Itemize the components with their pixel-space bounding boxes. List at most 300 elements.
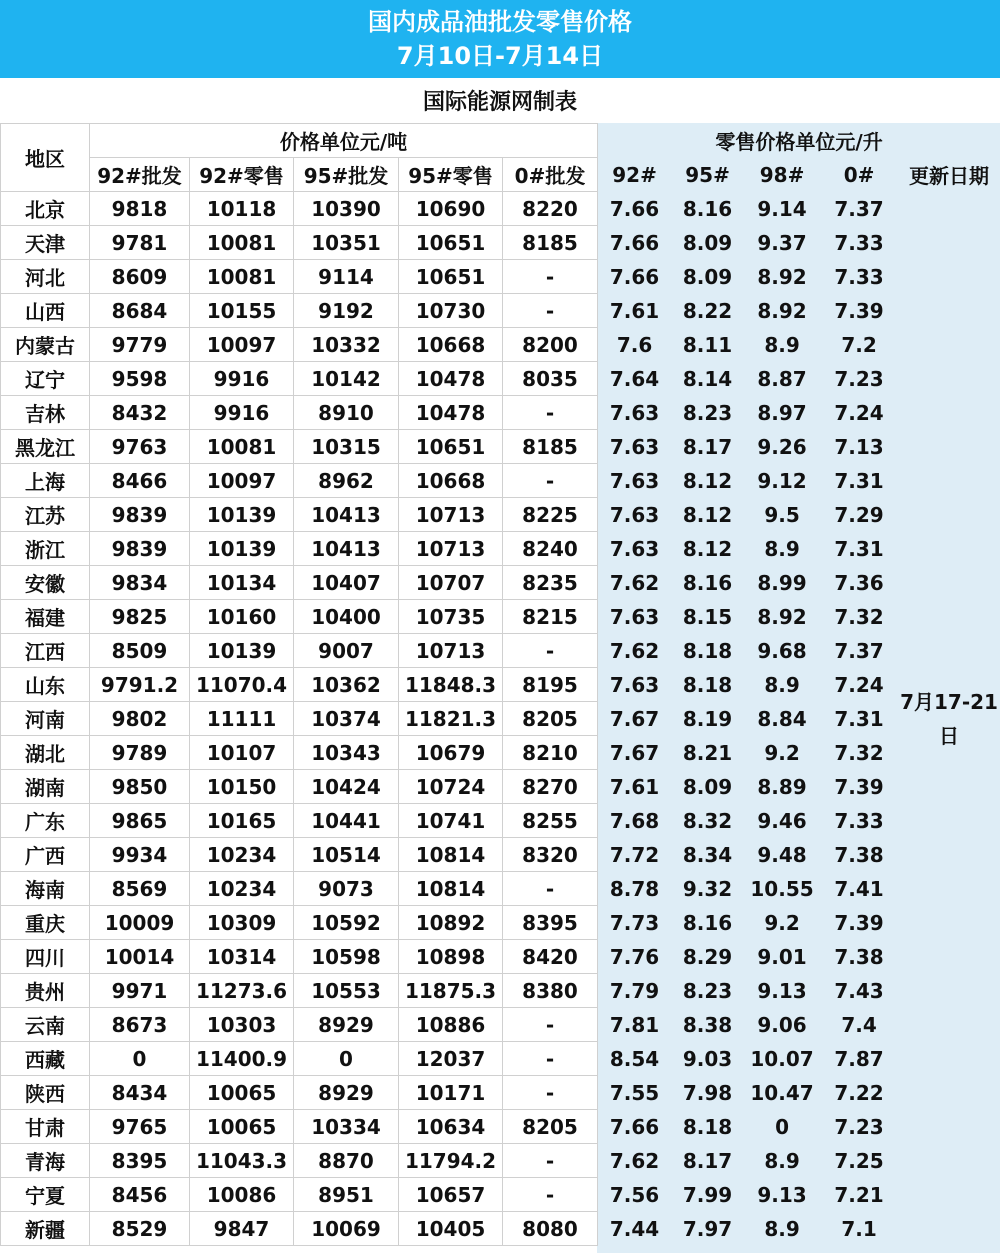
cell-region: 广西 xyxy=(1,838,90,872)
cell-98-retail: 9.68 xyxy=(744,634,821,668)
cell-0-retail: 7.37 xyxy=(821,192,898,226)
table-row xyxy=(1,1042,1000,1076)
cell-0-wholesale: 8195 xyxy=(503,668,598,702)
cell-95-wholesale: 10400 xyxy=(294,600,399,634)
table-row xyxy=(1,634,1000,668)
cell-98-retail: 9.2 xyxy=(744,906,821,940)
cell-92-retail: 7.63 xyxy=(598,430,672,464)
cell-0-retail: 7.21 xyxy=(821,1178,898,1212)
cell-0-retail: 7.29 xyxy=(821,498,898,532)
cell-98-retail: 9.26 xyxy=(744,430,821,464)
cell-0-wholesale: - xyxy=(503,396,598,430)
cell-92-wholesale: 9850 xyxy=(90,770,190,804)
cell-region: 青海 xyxy=(1,1144,90,1178)
cell-0-wholesale: 8395 xyxy=(503,906,598,940)
cell-95-wholesale: 9192 xyxy=(294,294,399,328)
cell-92-wholesale: 9765 xyxy=(90,1110,190,1144)
cell-95-retail: 8.34 xyxy=(672,838,744,872)
table-row xyxy=(1,702,1000,736)
cell-region: 黑龙江 xyxy=(1,430,90,464)
cell-95-retail-ton: 10171 xyxy=(399,1076,503,1110)
cell-95-wholesale: 10390 xyxy=(294,192,399,226)
cell-95-retail: 8.23 xyxy=(672,974,744,1008)
col-header-update-date: 更新日期 xyxy=(898,158,1000,192)
cell-92-wholesale: 9779 xyxy=(90,328,190,362)
cell-95-wholesale: 9073 xyxy=(294,872,399,906)
cell-95-retail: 8.09 xyxy=(672,226,744,260)
cell-0-wholesale: 8225 xyxy=(503,498,598,532)
cell-95-retail-ton: 10651 xyxy=(399,430,503,464)
cell-0-retail: 7.33 xyxy=(821,804,898,838)
cell-92-wholesale: 9934 xyxy=(90,838,190,872)
cell-region: 安徽 xyxy=(1,566,90,600)
cell-0-retail: 7.24 xyxy=(821,396,898,430)
cell-92-wholesale: 8456 xyxy=(90,1178,190,1212)
cell-92-retail-ton: 10097 xyxy=(190,328,294,362)
table-row xyxy=(1,498,1000,532)
cell-95-wholesale: 9114 xyxy=(294,260,399,294)
cell-92-retail-ton: 11070.4 xyxy=(190,668,294,702)
cell-95-retail-ton: 10886 xyxy=(399,1008,503,1042)
cell-92-retail: 7.6 xyxy=(598,328,672,362)
table-row xyxy=(1,192,1000,226)
cell-92-retail-ton: 10165 xyxy=(190,804,294,838)
cell-92-retail-ton: 10065 xyxy=(190,1110,294,1144)
cell-92-retail: 7.62 xyxy=(598,634,672,668)
cell-0-wholesale: - xyxy=(503,1144,598,1178)
cell-95-retail: 8.09 xyxy=(672,260,744,294)
header-row-2 xyxy=(1,158,1000,192)
cell-92-retail-ton: 11111 xyxy=(190,702,294,736)
cell-region: 内蒙古 xyxy=(1,328,90,362)
cell-92-retail: 7.79 xyxy=(598,974,672,1008)
cell-98-retail: 8.9 xyxy=(744,1212,821,1246)
cell-0-retail: 7.4 xyxy=(821,1008,898,1042)
col-header-region: 地区 xyxy=(1,124,90,192)
cell-region: 甘肃 xyxy=(1,1110,90,1144)
cell-95-retail-ton: 10668 xyxy=(399,464,503,498)
cell-98-retail: 10.47 xyxy=(744,1076,821,1110)
cell-95-wholesale: 10413 xyxy=(294,498,399,532)
cell-95-retail-ton: 10892 xyxy=(399,906,503,940)
cell-95-wholesale: 0 xyxy=(294,1042,399,1076)
cell-92-retail: 7.62 xyxy=(598,566,672,600)
cell-92-retail: 7.72 xyxy=(598,838,672,872)
cell-95-wholesale: 10351 xyxy=(294,226,399,260)
cell-92-wholesale: 0 xyxy=(90,1042,190,1076)
cell-0-retail: 7.31 xyxy=(821,702,898,736)
cell-92-retail-ton: 10086 xyxy=(190,1178,294,1212)
cell-95-retail: 8.16 xyxy=(672,906,744,940)
cell-0-retail: 7.87 xyxy=(821,1042,898,1076)
cell-0-retail: 7.2 xyxy=(821,328,898,362)
cell-region: 江西 xyxy=(1,634,90,668)
col-header-98-retail: 98# xyxy=(744,158,821,192)
cell-92-retail: 7.68 xyxy=(598,804,672,838)
cell-95-retail-ton: 10898 xyxy=(399,940,503,974)
cell-region: 四川 xyxy=(1,940,90,974)
cell-98-retail: 8.9 xyxy=(744,668,821,702)
cell-92-retail-ton: 10118 xyxy=(190,192,294,226)
price-table xyxy=(0,123,1000,1246)
cell-92-wholesale: 9834 xyxy=(90,566,190,600)
cell-95-wholesale: 8870 xyxy=(294,1144,399,1178)
cell-98-retail: 10.55 xyxy=(744,872,821,906)
cell-95-retail-ton: 10713 xyxy=(399,634,503,668)
cell-95-retail: 8.21 xyxy=(672,736,744,770)
col-header-0-wholesale: 0#批发 xyxy=(503,158,598,192)
cell-92-retail: 7.66 xyxy=(598,1110,672,1144)
cell-95-retail: 7.98 xyxy=(672,1076,744,1110)
cell-98-retail: 9.46 xyxy=(744,804,821,838)
col-group-wholesale: 价格单位元/吨 xyxy=(90,124,598,158)
cell-92-wholesale: 8432 xyxy=(90,396,190,430)
cell-92-retail-ton: 10309 xyxy=(190,906,294,940)
cell-98-retail: 9.2 xyxy=(744,736,821,770)
cell-95-wholesale: 10343 xyxy=(294,736,399,770)
cell-95-wholesale: 8929 xyxy=(294,1076,399,1110)
cell-92-retail-ton: 10150 xyxy=(190,770,294,804)
cell-95-retail-ton: 10657 xyxy=(399,1178,503,1212)
table-row xyxy=(1,260,1000,294)
cell-92-retail: 8.78 xyxy=(598,872,672,906)
cell-95-retail-ton: 11821.3 xyxy=(399,702,503,736)
cell-92-wholesale: 9763 xyxy=(90,430,190,464)
cell-92-wholesale: 9789 xyxy=(90,736,190,770)
cell-0-wholesale: - xyxy=(503,294,598,328)
cell-0-wholesale: 8205 xyxy=(503,1110,598,1144)
col-header-92-retail: 92# xyxy=(598,158,672,192)
cell-92-retail: 7.44 xyxy=(598,1212,672,1246)
cell-0-retail: 7.24 xyxy=(821,668,898,702)
cell-92-retail: 7.66 xyxy=(598,226,672,260)
cell-98-retail: 9.48 xyxy=(744,838,821,872)
page-title: 国内成品油批发零售价格 xyxy=(368,8,632,36)
cell-92-retail: 7.76 xyxy=(598,940,672,974)
cell-region: 江苏 xyxy=(1,498,90,532)
cell-92-retail-ton: 10107 xyxy=(190,736,294,770)
cell-0-wholesale: - xyxy=(503,1042,598,1076)
table-row xyxy=(1,770,1000,804)
cell-95-wholesale: 10514 xyxy=(294,838,399,872)
cell-95-retail: 8.19 xyxy=(672,702,744,736)
cell-95-retail-ton: 11848.3 xyxy=(399,668,503,702)
cell-95-retail: 8.15 xyxy=(672,600,744,634)
cell-92-wholesale: 8673 xyxy=(90,1008,190,1042)
cell-92-retail: 7.61 xyxy=(598,770,672,804)
cell-92-retail-ton: 10155 xyxy=(190,294,294,328)
cell-region: 上海 xyxy=(1,464,90,498)
cell-0-retail: 7.1 xyxy=(821,1212,898,1246)
cell-98-retail: 9.13 xyxy=(744,974,821,1008)
cell-region: 贵州 xyxy=(1,974,90,1008)
cell-0-retail: 7.25 xyxy=(821,1144,898,1178)
cell-92-wholesale: 8395 xyxy=(90,1144,190,1178)
cell-95-retail-ton: 10634 xyxy=(399,1110,503,1144)
cell-region: 新疆 xyxy=(1,1212,90,1246)
cell-95-wholesale: 9007 xyxy=(294,634,399,668)
cell-0-wholesale: 8235 xyxy=(503,566,598,600)
cell-95-retail: 9.32 xyxy=(672,872,744,906)
cell-95-retail: 8.11 xyxy=(672,328,744,362)
table-row xyxy=(1,668,1000,702)
cell-92-retail-ton: 10234 xyxy=(190,838,294,872)
cell-95-retail-ton: 10690 xyxy=(399,192,503,226)
table-row xyxy=(1,566,1000,600)
cell-92-wholesale: 9971 xyxy=(90,974,190,1008)
cell-92-wholesale: 8509 xyxy=(90,634,190,668)
cell-92-wholesale: 8684 xyxy=(90,294,190,328)
cell-98-retail: 8.9 xyxy=(744,532,821,566)
table-row xyxy=(1,464,1000,498)
col-header-0-retail: 0# xyxy=(821,158,898,192)
cell-98-retail: 8.9 xyxy=(744,328,821,362)
table-row xyxy=(1,1144,1000,1178)
cell-92-retail-ton: 10139 xyxy=(190,498,294,532)
cell-98-retail: 8.99 xyxy=(744,566,821,600)
cell-95-wholesale: 8951 xyxy=(294,1178,399,1212)
cell-95-retail-ton: 10679 xyxy=(399,736,503,770)
cell-92-retail: 7.62 xyxy=(598,1144,672,1178)
cell-region: 西藏 xyxy=(1,1042,90,1076)
cell-95-retail-ton: 10814 xyxy=(399,872,503,906)
cell-95-wholesale: 10592 xyxy=(294,906,399,940)
cell-92-retail: 7.63 xyxy=(598,600,672,634)
cell-92-wholesale: 9865 xyxy=(90,804,190,838)
cell-0-wholesale: - xyxy=(503,464,598,498)
table-row xyxy=(1,362,1000,396)
cell-92-wholesale: 8466 xyxy=(90,464,190,498)
cell-92-retail-ton: 10139 xyxy=(190,634,294,668)
table-row xyxy=(1,1212,1000,1246)
cell-92-retail-ton: 10134 xyxy=(190,566,294,600)
cell-92-wholesale: 9781 xyxy=(90,226,190,260)
table-row xyxy=(1,226,1000,260)
cell-95-retail-ton: 10478 xyxy=(399,362,503,396)
cell-region: 北京 xyxy=(1,192,90,226)
cell-0-wholesale: 8220 xyxy=(503,192,598,226)
cell-92-wholesale: 9825 xyxy=(90,600,190,634)
cell-0-wholesale: - xyxy=(503,872,598,906)
cell-0-wholesale: - xyxy=(503,1076,598,1110)
cell-95-retail-ton: 12037 xyxy=(399,1042,503,1076)
cell-92-wholesale: 9802 xyxy=(90,702,190,736)
table-row xyxy=(1,872,1000,906)
cell-92-retail: 7.63 xyxy=(598,498,672,532)
cell-92-retail-ton: 10303 xyxy=(190,1008,294,1042)
cell-0-wholesale: 8185 xyxy=(503,430,598,464)
cell-0-retail: 7.23 xyxy=(821,362,898,396)
cell-95-wholesale: 10374 xyxy=(294,702,399,736)
cell-98-retail: 0 xyxy=(744,1110,821,1144)
cell-95-retail: 9.03 xyxy=(672,1042,744,1076)
cell-95-wholesale: 10069 xyxy=(294,1212,399,1246)
cell-update-date: 7月17-21日 xyxy=(898,192,1000,1246)
cell-95-wholesale: 10362 xyxy=(294,668,399,702)
cell-region: 浙江 xyxy=(1,532,90,566)
cell-92-retail: 7.63 xyxy=(598,396,672,430)
cell-92-wholesale: 8569 xyxy=(90,872,190,906)
cell-95-retail-ton: 10651 xyxy=(399,260,503,294)
cell-95-retail-ton: 10707 xyxy=(399,566,503,600)
cell-98-retail: 8.84 xyxy=(744,702,821,736)
cell-92-wholesale: 9839 xyxy=(90,532,190,566)
cell-0-wholesale: 8255 xyxy=(503,804,598,838)
cell-92-retail: 7.73 xyxy=(598,906,672,940)
cell-92-retail: 7.61 xyxy=(598,294,672,328)
cell-95-retail-ton: 10713 xyxy=(399,498,503,532)
cell-95-wholesale: 10315 xyxy=(294,430,399,464)
table-row xyxy=(1,974,1000,1008)
cell-92-retail-ton: 10314 xyxy=(190,940,294,974)
cell-0-wholesale: 8205 xyxy=(503,702,598,736)
cell-92-wholesale: 8434 xyxy=(90,1076,190,1110)
cell-region: 河北 xyxy=(1,260,90,294)
cell-95-retail: 8.32 xyxy=(672,804,744,838)
cell-region: 广东 xyxy=(1,804,90,838)
cell-95-retail: 7.97 xyxy=(672,1212,744,1246)
col-header-92-wholesale: 92#批发 xyxy=(90,158,190,192)
table-row xyxy=(1,600,1000,634)
cell-0-wholesale: 8420 xyxy=(503,940,598,974)
cell-92-wholesale: 10014 xyxy=(90,940,190,974)
cell-98-retail: 9.37 xyxy=(744,226,821,260)
cell-region: 山东 xyxy=(1,668,90,702)
table-row xyxy=(1,804,1000,838)
cell-95-retail-ton: 11875.3 xyxy=(399,974,503,1008)
table-row xyxy=(1,838,1000,872)
cell-95-retail-ton: 10713 xyxy=(399,532,503,566)
cell-95-retail: 8.38 xyxy=(672,1008,744,1042)
cell-0-wholesale: 8200 xyxy=(503,328,598,362)
title-banner xyxy=(0,0,1000,78)
header-row-1 xyxy=(1,124,1000,158)
cell-0-wholesale: - xyxy=(503,1178,598,1212)
cell-0-retail: 7.33 xyxy=(821,260,898,294)
cell-92-wholesale: 9839 xyxy=(90,498,190,532)
table-row xyxy=(1,736,1000,770)
cell-95-retail-ton: 10478 xyxy=(399,396,503,430)
cell-0-retail: 7.39 xyxy=(821,906,898,940)
table-row xyxy=(1,532,1000,566)
cell-95-wholesale: 10334 xyxy=(294,1110,399,1144)
cell-95-wholesale: 10142 xyxy=(294,362,399,396)
cell-98-retail: 8.9 xyxy=(744,1144,821,1178)
cell-98-retail: 9.5 xyxy=(744,498,821,532)
col-header-95-wholesale: 95#批发 xyxy=(294,158,399,192)
cell-95-retail: 8.17 xyxy=(672,430,744,464)
cell-region: 宁夏 xyxy=(1,1178,90,1212)
cell-0-wholesale: - xyxy=(503,634,598,668)
cell-92-retail: 7.67 xyxy=(598,736,672,770)
cell-0-retail: 7.36 xyxy=(821,566,898,600)
cell-95-retail: 8.09 xyxy=(672,770,744,804)
cell-95-retail-ton: 10405 xyxy=(399,1212,503,1246)
cell-95-retail: 8.12 xyxy=(672,532,744,566)
cell-0-retail: 7.32 xyxy=(821,736,898,770)
cell-92-retail-ton: 10081 xyxy=(190,226,294,260)
cell-98-retail: 8.92 xyxy=(744,294,821,328)
cell-92-retail: 7.66 xyxy=(598,260,672,294)
cell-92-retail-ton: 10234 xyxy=(190,872,294,906)
cell-98-retail: 9.13 xyxy=(744,1178,821,1212)
cell-0-wholesale: 8240 xyxy=(503,532,598,566)
cell-95-wholesale: 8910 xyxy=(294,396,399,430)
table-row xyxy=(1,430,1000,464)
cell-98-retail: 9.12 xyxy=(744,464,821,498)
cell-0-retail: 7.38 xyxy=(821,940,898,974)
cell-region: 辽宁 xyxy=(1,362,90,396)
cell-95-wholesale: 10553 xyxy=(294,974,399,1008)
cell-region: 吉林 xyxy=(1,396,90,430)
cell-92-retail-ton: 11273.6 xyxy=(190,974,294,1008)
cell-0-retail: 7.37 xyxy=(821,634,898,668)
cell-92-retail: 7.66 xyxy=(598,192,672,226)
cell-92-retail: 7.67 xyxy=(598,702,672,736)
cell-98-retail: 8.92 xyxy=(744,260,821,294)
cell-95-retail: 8.23 xyxy=(672,396,744,430)
cell-0-wholesale: 8185 xyxy=(503,226,598,260)
cell-95-wholesale: 10598 xyxy=(294,940,399,974)
cell-95-retail: 8.29 xyxy=(672,940,744,974)
cell-92-retail: 7.63 xyxy=(598,532,672,566)
cell-92-retail-ton: 9916 xyxy=(190,362,294,396)
table-row xyxy=(1,1178,1000,1212)
cell-region: 湖北 xyxy=(1,736,90,770)
cell-92-retail-ton: 9847 xyxy=(190,1212,294,1246)
cell-92-retail-ton: 9916 xyxy=(190,396,294,430)
cell-92-wholesale: 8529 xyxy=(90,1212,190,1246)
cell-region: 湖南 xyxy=(1,770,90,804)
cell-98-retail: 10.07 xyxy=(744,1042,821,1076)
cell-0-retail: 7.23 xyxy=(821,1110,898,1144)
cell-0-wholesale: 8210 xyxy=(503,736,598,770)
cell-92-wholesale: 10009 xyxy=(90,906,190,940)
cell-0-retail: 7.38 xyxy=(821,838,898,872)
cell-95-retail: 8.18 xyxy=(672,1110,744,1144)
table-source-subtitle: 国际能源网制表 xyxy=(422,90,577,115)
cell-95-retail-ton: 10724 xyxy=(399,770,503,804)
cell-0-wholesale: - xyxy=(503,1008,598,1042)
cell-95-retail-ton: 10741 xyxy=(399,804,503,838)
cell-95-retail-ton: 10651 xyxy=(399,226,503,260)
cell-95-retail-ton: 10668 xyxy=(399,328,503,362)
table-row xyxy=(1,906,1000,940)
cell-0-retail: 7.13 xyxy=(821,430,898,464)
cell-92-retail: 7.81 xyxy=(598,1008,672,1042)
cell-95-retail-ton: 10814 xyxy=(399,838,503,872)
cell-92-wholesale: 8609 xyxy=(90,260,190,294)
table-row xyxy=(1,328,1000,362)
cell-92-retail: 7.56 xyxy=(598,1178,672,1212)
cell-95-retail: 8.12 xyxy=(672,498,744,532)
cell-0-wholesale: 8320 xyxy=(503,838,598,872)
cell-0-retail: 7.32 xyxy=(821,600,898,634)
table-row xyxy=(1,940,1000,974)
col-header-95-retail-ton: 95#零售 xyxy=(399,158,503,192)
cell-0-wholesale: 8270 xyxy=(503,770,598,804)
cell-95-wholesale: 8962 xyxy=(294,464,399,498)
col-group-retail: 零售价格单位元/升 xyxy=(598,124,1000,158)
cell-95-wholesale: 10441 xyxy=(294,804,399,838)
cell-98-retail: 8.89 xyxy=(744,770,821,804)
cell-95-retail: 8.12 xyxy=(672,464,744,498)
cell-92-retail-ton: 10081 xyxy=(190,430,294,464)
cell-92-retail-ton: 11400.9 xyxy=(190,1042,294,1076)
cell-0-retail: 7.33 xyxy=(821,226,898,260)
table-row xyxy=(1,1076,1000,1110)
cell-95-retail-ton: 10730 xyxy=(399,294,503,328)
